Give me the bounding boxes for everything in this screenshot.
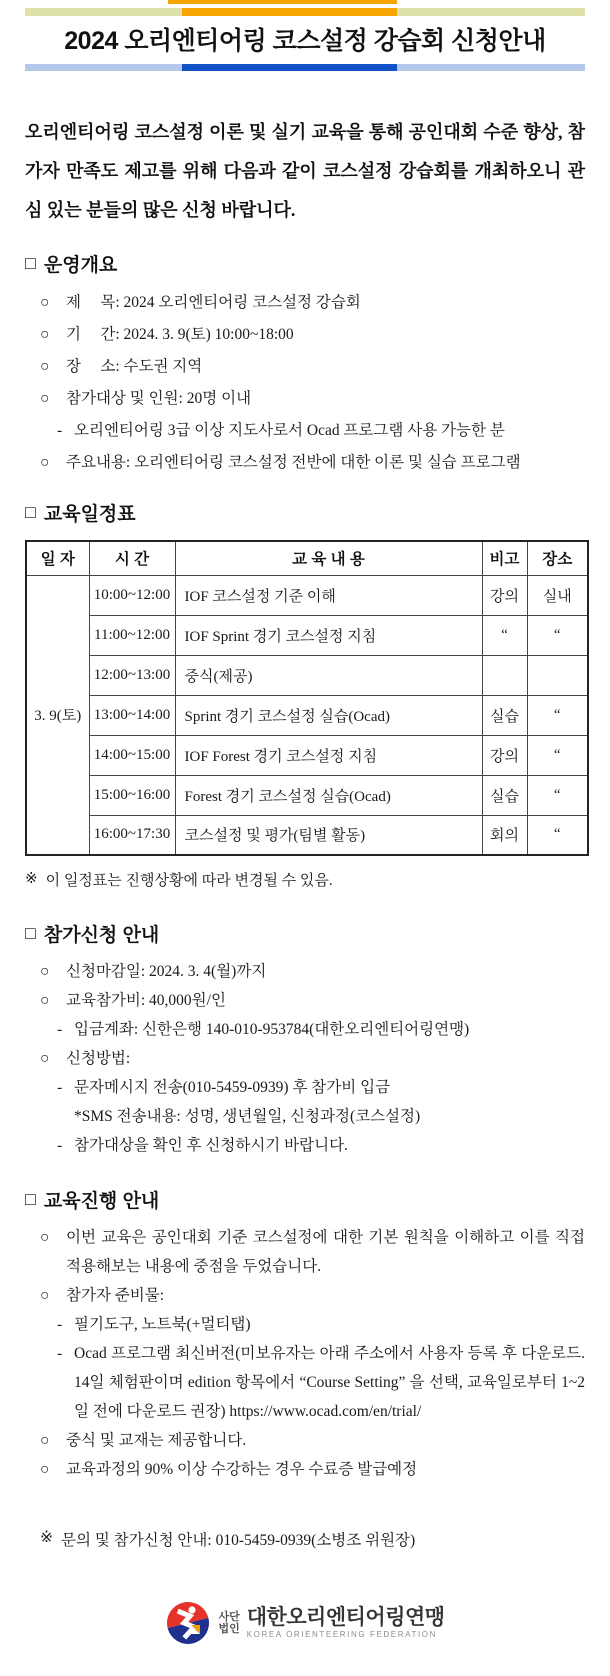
section-heading-text: 운영개요	[43, 255, 118, 276]
table-row	[26, 815, 588, 855]
list-item-text: 문자메시지 전송(010-5459-0939) 후 참가비 입금	[74, 1079, 391, 1096]
circle-bullet-icon: ○	[40, 1287, 50, 1304]
intro-paragraph: 오리엔티어링 코스설정 이론 및 실기 교육을 통해 공인대회 수준 향상, 참가자 만족도 제고를 위해 다음과 같이 코스설정 강습회를 개최하오니 관심 있는 분들의 많은 신청 바랍니다.	[25, 122, 585, 220]
section-heading-progress	[25, 1186, 585, 1213]
list-item	[25, 1073, 585, 1102]
org-type-label	[218, 1611, 239, 1635]
content-cell: Sprint 경기 코스설정 실습(Ocad)	[175, 695, 482, 735]
org-type-top: 사단	[218, 1611, 240, 1623]
dash-bullet-icon: -	[57, 1079, 63, 1096]
table-header-row	[26, 541, 588, 575]
time-cell: 16:00~17:30	[89, 815, 175, 855]
section-heading-overview	[25, 250, 585, 277]
list-item	[25, 383, 585, 415]
contact-note	[25, 1528, 585, 1550]
list-item-text: 제 목: 2024 오리엔티어링 코스설정 강습회	[66, 294, 361, 311]
place-cell: “	[527, 695, 588, 735]
list-item	[25, 1102, 585, 1131]
circle-bullet-icon: ○	[40, 1229, 50, 1246]
time-cell: 12:00~13:00	[89, 655, 175, 695]
list-item-text: 필기도구, 노트북(+멀티탭)	[74, 1316, 251, 1333]
date-cell: 3. 9(토)	[26, 575, 89, 855]
section-heading-text: 교육일정표	[43, 504, 136, 525]
list-item-text: 신청방법:	[66, 1050, 131, 1067]
table-row	[26, 575, 588, 615]
remark-cell	[482, 655, 527, 695]
org-name-english: KOREA ORIENTEERING FEDERATION	[246, 1630, 437, 1639]
remark-cell: “	[482, 615, 527, 655]
reference-mark-icon: ※	[25, 871, 38, 887]
list-item-text: 참가자 준비물:	[66, 1287, 165, 1304]
circle-bullet-icon: ○	[40, 992, 50, 1009]
square-bullet-icon: □	[25, 922, 36, 943]
overview-list	[25, 287, 585, 479]
list-item	[25, 351, 585, 383]
remark-cell: 강의	[482, 575, 527, 615]
time-cell: 10:00~12:00	[89, 575, 175, 615]
org-names	[247, 1607, 445, 1639]
square-bullet-icon: □	[25, 252, 36, 273]
time-cell: 14:00~15:00	[89, 735, 175, 775]
content-cell: IOF 코스설정 기준 이해	[175, 575, 482, 615]
footer-logo	[25, 1600, 585, 1646]
top-accent-line	[168, 0, 397, 4]
list-item-text: 이번 교육은 공인대회 기준 코스설정에 대한 기본 원칙을 이해하고 이를 직접 적용해보는 내용에 중점을 두었습니다.	[66, 1229, 589, 1275]
circle-bullet-icon: ○	[40, 390, 50, 407]
list-item	[25, 447, 585, 479]
list-item	[25, 1339, 589, 1426]
list-item	[25, 1131, 585, 1160]
list-item-text: 중식 및 교재는 제공합니다.	[66, 1432, 247, 1449]
section-heading-text: 교육진행 안내	[43, 1191, 160, 1212]
circle-bullet-icon: ○	[40, 326, 50, 343]
list-item-text: 오리엔티어링 3급 이상 지도사로서 Ocad 프로그램 사용 가능한 분	[74, 422, 505, 439]
place-cell: “	[527, 615, 588, 655]
dash-bullet-icon: -	[57, 1021, 63, 1038]
col-header-date: 일 자	[26, 541, 89, 575]
list-item-text: 입금계좌: 신한은행 140-010-953784(대한오리엔티어링연맹)	[74, 1021, 470, 1038]
section-heading-schedule	[25, 499, 585, 526]
list-item	[25, 986, 585, 1015]
registration-list	[25, 957, 585, 1160]
list-item-text: 교육참가비: 40,000원/인	[66, 992, 226, 1009]
contact-note-text: 문의 및 참가신청 안내: 010-5459-0939(소병조 위원장)	[61, 1532, 416, 1549]
dash-bullet-icon: -	[57, 1316, 63, 1333]
list-item-text: 참가대상을 확인 후 신청하시기 바랍니다.	[74, 1137, 348, 1154]
list-item-text: *SMS 전송내용: 성명, 생년월일, 신청과정(코스설정)	[74, 1108, 421, 1125]
list-item-text: 장 소: 수도권 지역	[66, 358, 203, 375]
circle-bullet-icon: ○	[40, 1432, 50, 1449]
progress-list	[25, 1223, 589, 1484]
table-row	[26, 735, 588, 775]
circle-bullet-icon: ○	[40, 963, 50, 980]
dash-bullet-icon: -	[57, 1137, 63, 1154]
remark-cell: 회의	[482, 815, 527, 855]
list-item	[25, 319, 585, 351]
remark-cell: 실습	[482, 695, 527, 735]
table-row	[26, 695, 588, 735]
list-item	[25, 1015, 585, 1044]
col-header-content: 교 육 내 용	[175, 541, 482, 575]
time-cell: 13:00~14:00	[89, 695, 175, 735]
table-row	[26, 775, 588, 815]
remark-cell: 강의	[482, 735, 527, 775]
col-header-time: 시 간	[89, 541, 175, 575]
list-item-text: 교육과정의 90% 이상 수강하는 경우 수료증 발급예정	[66, 1461, 418, 1478]
list-item-text: 주요내용: 오리엔티어링 코스설정 전반에 대한 이론 및 실습 프로그램	[66, 454, 521, 471]
circle-bullet-icon: ○	[40, 1461, 50, 1478]
document-title: 2024 오리엔티어링 코스설정 강습회 신청안내	[64, 27, 546, 55]
table-row	[26, 655, 588, 695]
dash-bullet-icon: -	[57, 422, 63, 439]
place-cell: “	[527, 735, 588, 775]
time-cell: 11:00~12:00	[89, 615, 175, 655]
list-item-text: 기 간: 2024. 3. 9(토) 10:00~18:00	[66, 326, 294, 343]
kof-logo-icon	[165, 1600, 211, 1646]
reference-mark-icon: ※	[40, 1529, 53, 1546]
square-bullet-icon: □	[25, 501, 36, 522]
content-cell: 중식(제공)	[175, 655, 482, 695]
place-cell: 실내	[527, 575, 588, 615]
circle-bullet-icon: ○	[40, 454, 50, 471]
org-type-bottom: 법인	[218, 1623, 240, 1635]
list-item	[25, 287, 585, 319]
col-header-remark: 비고	[482, 541, 527, 575]
col-header-place: 장소	[527, 541, 588, 575]
time-cell: 15:00~16:00	[89, 775, 175, 815]
schedule-table	[25, 540, 589, 856]
list-item	[25, 415, 585, 447]
list-item	[25, 957, 585, 986]
place-cell: “	[527, 815, 588, 855]
circle-bullet-icon: ○	[40, 1050, 50, 1067]
circle-bullet-icon: ○	[40, 358, 50, 375]
list-item	[25, 1455, 585, 1484]
list-item-text: 참가대상 및 인원: 20명 이내	[66, 390, 252, 407]
section-heading-text: 참가신청 안내	[43, 925, 160, 946]
place-cell: “	[527, 775, 588, 815]
content-cell: 코스설정 및 평가(팀별 활동)	[175, 815, 482, 855]
dash-bullet-icon: -	[57, 1345, 63, 1362]
title-top-bar	[25, 8, 585, 16]
content-cell: Forest 경기 코스설정 실습(Ocad)	[175, 775, 482, 815]
list-item	[25, 1281, 585, 1310]
org-name-korean: 대한오리엔티어링연맹	[246, 1606, 445, 1629]
title-bottom-bar-accent	[182, 64, 397, 71]
list-item	[25, 1044, 585, 1073]
list-item	[25, 1223, 589, 1281]
schedule-note	[25, 869, 585, 890]
remark-cell: 실습	[482, 775, 527, 815]
table-row	[26, 615, 588, 655]
place-cell	[527, 655, 588, 695]
list-item	[25, 1310, 585, 1339]
content-cell: IOF Forest 경기 코스설정 지침	[175, 735, 482, 775]
list-item-text: Ocad 프로그램 최신버전(미보유자는 아래 주소에서 사용자 등록 후 다운로드. 14일 체험판이며 edition 항목에서 “Course Setting” 을 선택, 교육일로부터 1~2일 전에 다운로드 권장) https://www.ocad.com/en/trial/	[74, 1345, 589, 1420]
content-cell: IOF Sprint 경기 코스설정 지침	[175, 615, 482, 655]
list-item-text: 신청마감일: 2024. 3. 4(월)까지	[66, 963, 267, 980]
section-heading-registration	[25, 920, 585, 947]
title-top-bar-accent	[182, 8, 397, 16]
schedule-note-text: 이 일정표는 진행상황에 따라 변경될 수 있음.	[45, 873, 333, 889]
list-item	[25, 1426, 585, 1455]
title-bottom-bar	[25, 64, 585, 71]
square-bullet-icon: □	[25, 1188, 36, 1209]
circle-bullet-icon: ○	[40, 294, 50, 311]
